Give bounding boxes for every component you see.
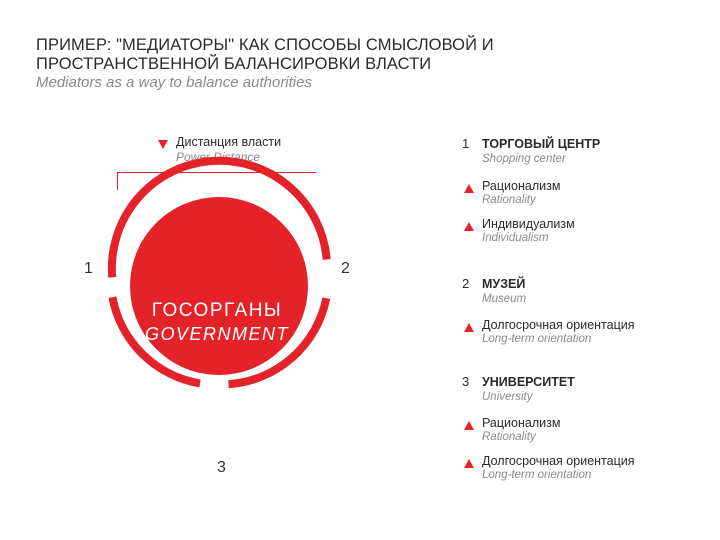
legend-item-ru: Рационализм: [482, 179, 561, 193]
government-label-en: GOVERNMENT: [144, 324, 289, 344]
segment-label-3: 3: [217, 459, 226, 476]
up-triangle-icon: [464, 184, 474, 193]
legend-item-ru: Индивидуализм: [482, 217, 575, 231]
page-subtitle: Mediators as a way to balance authorities: [36, 74, 312, 91]
up-triangle-icon: [464, 323, 474, 332]
up-triangle-icon: [464, 222, 474, 231]
legend-group-name-en: Shopping center: [482, 153, 566, 165]
legend-item-en: Rationality: [482, 431, 536, 443]
up-triangle-icon: [464, 421, 474, 430]
legend-item-en: Rationality: [482, 194, 536, 206]
power-distance-ru: Дистанция власти: [176, 135, 282, 149]
segment-label-2: 2: [341, 260, 350, 277]
legend-item-ru: Долгосрочная ориентация: [482, 318, 635, 332]
legend-group-number: 2: [462, 276, 470, 291]
title-line-1: ПРИМЕР: "МЕДИАТОРЫ" КАК СПОСОБЫ СМЫСЛОВОЙ И: [36, 36, 494, 54]
legend-item-en: Long-term orientation: [482, 333, 592, 345]
legend-group-name-ru: УНИВЕРСИТЕТ: [482, 375, 575, 389]
up-triangle-icon: [464, 459, 474, 468]
legend-item-en: Individualism: [482, 232, 549, 244]
legend-group-number: 1: [462, 136, 470, 151]
government-disc: [130, 197, 308, 375]
legend-item-ru: Долгосрочная ориентация: [482, 454, 635, 468]
title-line-2: ПРОСТРАНСТВЕННОЙ БАЛАНСИРОВКИ ВЛАСТИ: [36, 55, 432, 73]
power-distance-en: Power Distance: [176, 150, 261, 164]
legend-group-name-en: Museum: [482, 293, 527, 305]
government-label-ru: ГОСОРГАНЫ: [151, 300, 283, 321]
legend-item-en: Long-term orientation: [482, 469, 592, 481]
legend-group-number: 3: [462, 374, 470, 389]
legend-item-ru: Рационализм: [482, 416, 561, 430]
segment-label-1: 1: [84, 260, 93, 277]
legend-group-name-ru: ТОРГОВЫЙ ЦЕНТР: [482, 137, 601, 151]
legend-group-name-en: University: [482, 391, 533, 403]
legend-group-name-ru: МУЗЕЙ: [482, 277, 526, 291]
